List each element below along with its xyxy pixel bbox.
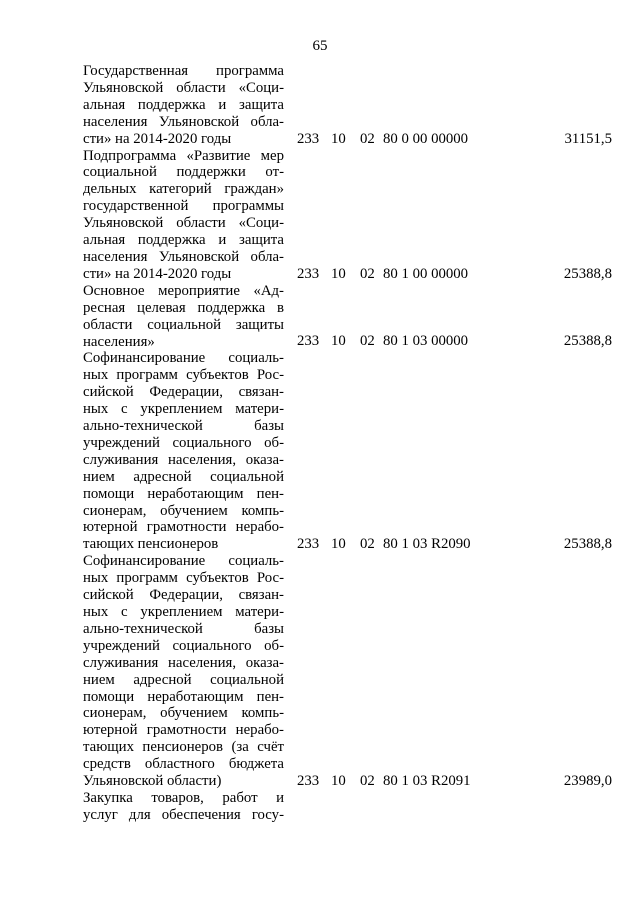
name-line: ально-технической базы: [83, 418, 284, 435]
target-article-code: 80 1 03 00000: [383, 333, 469, 350]
subsection-code: 02: [360, 333, 375, 350]
name-line: сти» на 2014-2020 годы: [83, 130, 232, 147]
name-line: альная поддержка и защита: [83, 96, 284, 113]
name-line: тающих пенсионеров (за счёт: [83, 739, 284, 756]
amount: 25388,8: [563, 333, 612, 350]
row-codes: [0, 773, 640, 790]
table-row: [0, 283, 640, 351]
row-name: [83, 148, 284, 283]
name-line: ных с укреплением матери-: [83, 604, 284, 620]
name-line: сти» на 2014-2020 годы: [83, 265, 232, 282]
table-row: [0, 63, 640, 148]
name-line: Государственная программа: [83, 63, 284, 79]
table-row: [0, 148, 640, 283]
name-line: дельных категорий граждан»: [83, 181, 284, 198]
name-line: Ульяновской области): [83, 773, 222, 790]
row-name: [83, 790, 284, 824]
name-line: населения Ульяновской обла-: [83, 248, 284, 265]
row-name: [83, 350, 284, 553]
name-line: услуг для обеспечения госу-: [83, 806, 284, 823]
section-code: 10: [331, 536, 346, 553]
name-line: ально-технической базы: [83, 620, 284, 637]
section-code: 10: [331, 130, 346, 147]
row-name: [83, 553, 284, 790]
amount: 31151,5: [564, 130, 612, 147]
page-number: 65: [312, 38, 328, 54]
target-article-code: 80 1 00 00000: [383, 265, 469, 282]
ved-code: 233: [297, 130, 320, 147]
name-line: государственной программы: [83, 198, 284, 215]
name-line: сийской Федерации, связан-: [83, 587, 284, 604]
target-article-code: 80 0 00 00000: [383, 130, 469, 147]
table-row: [0, 553, 640, 790]
name-line: ютерной грамотности нерабо-: [83, 519, 284, 536]
section-code: 10: [331, 772, 346, 789]
ved-code: 233: [297, 333, 320, 350]
name-line: Основное мероприятие «Ад-: [83, 282, 284, 299]
name-line: Закупка товаров, работ и: [83, 789, 284, 806]
amount: 25388,8: [563, 536, 612, 553]
name-line: служивания населения, оказа-: [83, 451, 284, 468]
name-line: Софинансирование социаль-: [83, 553, 284, 570]
name-line: нием адресной социальной: [83, 468, 284, 485]
budget-table: [0, 63, 640, 824]
target-article-code: 80 1 03 R2090: [383, 536, 471, 553]
name-line: ютерной грамотности нерабо-: [83, 722, 284, 739]
name-line: Ульяновской области «Соци-: [83, 215, 284, 232]
name-line: помощи неработающим пен-: [83, 688, 284, 705]
row-codes: [0, 131, 640, 148]
name-line: ных с укреплением матери-: [83, 401, 284, 418]
ved-code: 233: [297, 536, 320, 553]
name-line: альная поддержка и защита: [83, 232, 284, 249]
subsection-code: 02: [360, 536, 375, 553]
name-line: ресная целевая поддержка в: [83, 299, 284, 316]
ved-code: 233: [297, 265, 320, 282]
name-line: сионерам, обучением компь-: [83, 502, 284, 519]
amount: 23989,0: [563, 772, 612, 789]
name-line: населения»: [83, 333, 155, 350]
name-line: Подпрограмма «Развитие мер: [83, 147, 284, 164]
name-line: социальной поддержки от-: [83, 164, 284, 181]
name-line: населения Ульяновской обла-: [83, 113, 284, 130]
name-line: учреждений социального об-: [83, 637, 284, 654]
name-line: сийской Федерации, связан-: [83, 384, 284, 401]
subsection-code: 02: [360, 265, 375, 282]
target-article-code: 80 1 03 R2091: [383, 772, 471, 789]
name-line: средств областного бюджета: [83, 756, 284, 773]
section-code: 10: [331, 265, 346, 282]
ved-code: 233: [297, 772, 320, 789]
table-row: [0, 350, 640, 553]
name-line: тающих пенсионеров: [83, 536, 219, 553]
row-codes: [0, 266, 640, 283]
name-line: нием адресной социальной: [83, 671, 284, 688]
row-codes: [0, 536, 640, 553]
row-codes: [0, 333, 640, 350]
table-row: [0, 790, 640, 824]
subsection-code: 02: [360, 130, 375, 147]
name-line: области социальной защиты: [83, 316, 284, 333]
name-line: учреждений социального об-: [83, 434, 284, 451]
name-line: ных программ субъектов Рос-: [83, 367, 284, 384]
name-line: помощи неработающим пен-: [83, 485, 284, 502]
name-line: ных программ субъектов Рос-: [83, 570, 284, 587]
section-code: 10: [331, 333, 346, 350]
amount: 25388,8: [563, 265, 612, 282]
name-line: служивания населения, оказа-: [83, 654, 284, 671]
name-line: Ульяновской области «Соци-: [83, 79, 284, 96]
name-line: Софинансирование социаль-: [83, 350, 284, 367]
subsection-code: 02: [360, 772, 375, 789]
name-line: сионерам, обучением компь-: [83, 705, 284, 722]
